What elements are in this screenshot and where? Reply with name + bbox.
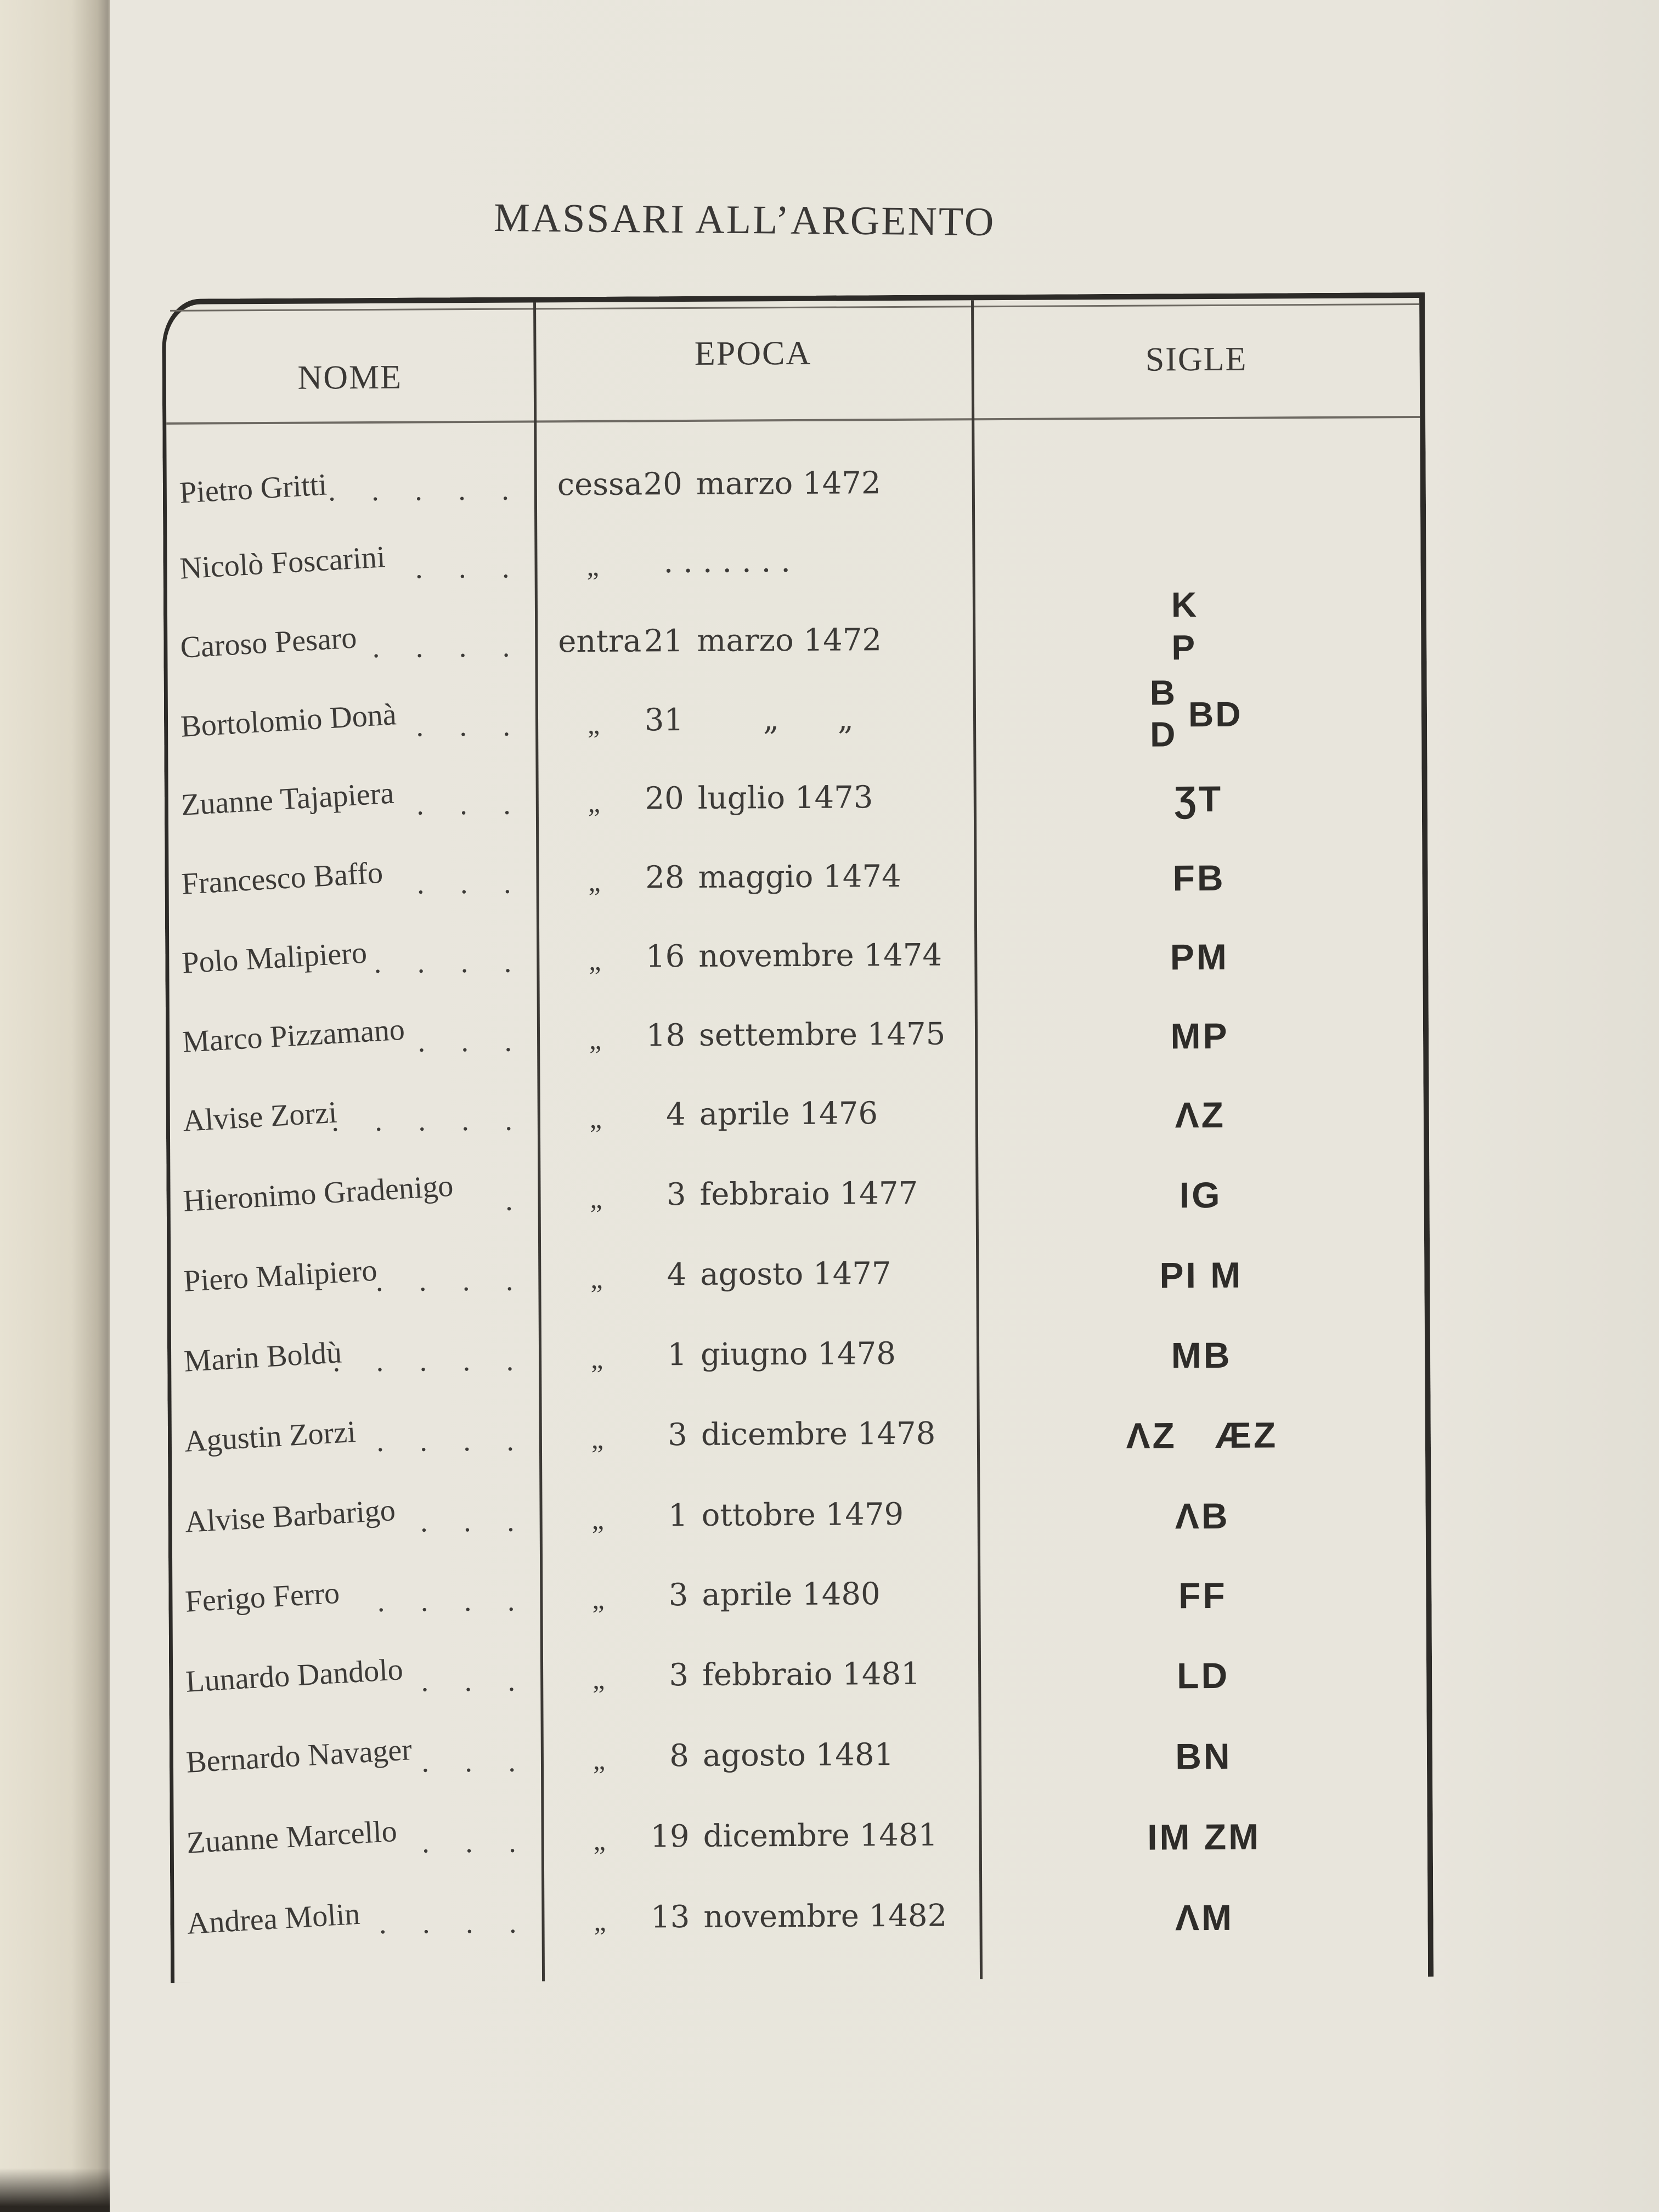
row-day: 8 <box>669 1738 690 1774</box>
row-day: 19 <box>650 1819 690 1855</box>
row-name: Hieronimo Gradenigo <box>182 1169 454 1218</box>
sigle-d: D <box>1149 714 1176 754</box>
row-day: 3 <box>668 1577 689 1613</box>
row-sigle: BN <box>1175 1735 1232 1777</box>
row-sigle: ΛM <box>1175 1897 1234 1938</box>
row-leader-dots: . . . . <box>375 1263 528 1297</box>
row-sigle: MP <box>1170 1015 1229 1057</box>
row-leader-dots: . . . <box>416 709 525 743</box>
row-date: aprile 1476 <box>699 1096 878 1132</box>
row-day: 20 <box>645 781 684 817</box>
row-date: maggio 1474 <box>698 858 901 895</box>
row-leader-dots: . . . . . <box>331 1103 527 1138</box>
sigle-k: K <box>1171 585 1197 625</box>
row-sigle-b: ÆZ <box>1215 1414 1278 1455</box>
row-name: Zuanne Marcello <box>185 1814 398 1860</box>
row-day: 3 <box>666 1177 686 1213</box>
table-row <box>168 856 1423 939</box>
row-ditto: „ <box>589 1024 602 1055</box>
stacked-sigle <box>1149 583 1392 804</box>
row-name: Alvise Zorzi <box>182 1095 338 1138</box>
row-sigle: ƷT <box>1174 778 1223 820</box>
row-date: giugno 1478 <box>700 1336 896 1373</box>
row-leader-dots: . . . <box>420 1504 529 1538</box>
row-action: entra <box>558 623 642 660</box>
table-row <box>170 1014 1424 1097</box>
row-ditto: „ <box>592 1663 605 1695</box>
row-sigle: FB <box>1172 857 1226 899</box>
row-name: Bernardo Navager <box>185 1733 413 1780</box>
row-leader-dots: . . . <box>415 551 524 585</box>
row-date: novembre 1474 <box>698 937 943 974</box>
row-leader-dots: . . . . <box>372 630 524 664</box>
row-name: Marco Pizzamano <box>181 1012 406 1059</box>
row-date: . . . . . . . <box>663 544 791 580</box>
row-name: Caroso Pesaro <box>179 620 358 665</box>
table-row <box>171 1333 1425 1417</box>
row-day: 16 <box>645 939 685 975</box>
row-day: 31 <box>644 702 684 738</box>
massari-table <box>162 292 1434 1983</box>
row-date: agosto 1481 <box>702 1737 894 1774</box>
table-row <box>170 1169 1424 1256</box>
row-ditto: „ <box>591 1423 604 1454</box>
row-day: 18 <box>646 1018 686 1054</box>
row-sigle: MB <box>1171 1334 1232 1376</box>
row-date: luglio 1473 <box>697 780 873 816</box>
row-day: 3 <box>669 1657 689 1694</box>
page-corner-shadow <box>0 2168 110 2212</box>
row-leader-dots: . . . . <box>376 1424 529 1458</box>
row-sigle: ΛZ <box>1175 1094 1226 1136</box>
table-row <box>173 1654 1427 1737</box>
row-date: marzo 1472 <box>696 465 881 502</box>
row-ditto: „ <box>588 787 601 818</box>
row-leader-dots: . . . . . <box>328 473 523 507</box>
header-rule <box>166 416 1420 425</box>
row-sigle: LD <box>1176 1655 1230 1696</box>
header-epoca: EPOCA <box>694 334 812 373</box>
row-name: Lunardo Dandolo <box>184 1652 404 1699</box>
row-ditto: „ <box>590 1343 603 1374</box>
row-date: dicembre 1481 <box>703 1817 938 1854</box>
header-sigle: SIGLE <box>1145 340 1248 379</box>
row-leader-dots: . . . <box>416 787 525 821</box>
row-ditto: „ <box>589 1103 602 1134</box>
row-ditto: „ <box>590 1183 602 1214</box>
table-row <box>174 1815 1428 1898</box>
row-date: febbraio 1481 <box>702 1656 921 1693</box>
row-ditto: „ <box>593 1825 606 1856</box>
sigle-b: B <box>1149 673 1176 713</box>
table-row <box>173 1734 1427 1818</box>
row-leader-dots: . . . <box>417 1024 527 1058</box>
row-day: 1 <box>668 1498 688 1534</box>
row-leader-dots: . . . . <box>374 945 526 979</box>
page-title: MASSARI ALL’ARGENTO <box>493 195 996 245</box>
row-name: Marin Boldù <box>183 1335 343 1379</box>
row-day: 4 <box>665 1097 686 1133</box>
table-row <box>171 1253 1425 1336</box>
row-leader-dots: . . . . . <box>332 1344 528 1378</box>
row-date: settembre 1475 <box>698 1016 946 1053</box>
row-day: 3 <box>668 1417 688 1453</box>
row-day: 4 <box>667 1257 687 1293</box>
row-leader-dots: . . . <box>416 866 526 900</box>
row-name: Agustin Zorzi <box>183 1414 357 1459</box>
row-date: febbraio 1477 <box>699 1175 918 1212</box>
row-sigle: PI M <box>1159 1254 1243 1296</box>
row-sigle: FF <box>1178 1575 1227 1616</box>
row-name: Polo Malipiero <box>180 935 368 980</box>
row-leader-dots: . . . <box>422 1825 531 1859</box>
row-ditto: „ <box>588 866 601 897</box>
row-day: 1 <box>667 1337 687 1373</box>
row-day: 20 <box>643 466 682 503</box>
row-name: Ferigo Ferro <box>184 1576 341 1619</box>
row-name: Francesco Baffo <box>180 855 384 901</box>
row-date: novembre 1482 <box>703 1898 947 1935</box>
row-ditto: „ <box>587 708 600 740</box>
table-row <box>167 462 1421 546</box>
row-leader-dots: . <box>505 1183 527 1217</box>
table-row <box>170 1093 1424 1176</box>
row-day: 13 <box>651 1899 690 1936</box>
row-ditto: „ <box>590 1263 603 1294</box>
row-sigle: ΛB <box>1175 1495 1230 1537</box>
row-name: Bortolomio Donà <box>179 697 398 744</box>
row-day: 28 <box>645 860 685 896</box>
row-name: Pietro Gritti <box>178 467 328 510</box>
table-row <box>172 1413 1426 1497</box>
row-name: Nicolò Foscarini <box>179 540 386 586</box>
row-name: Zuanne Tajapiera <box>180 776 395 822</box>
row-day: 21 <box>644 623 684 659</box>
table-row <box>172 1573 1426 1657</box>
header-nome: NOME <box>297 358 403 397</box>
row-sigle-pair <box>977 1413 1427 1457</box>
row-ditto: „ <box>586 550 599 582</box>
row-date: dicembre 1478 <box>701 1415 936 1453</box>
table-row <box>174 1895 1428 1979</box>
row-name: Alvise Barbarigo <box>184 1493 397 1539</box>
row-date: ottobre 1479 <box>701 1496 904 1533</box>
table-row <box>168 777 1423 860</box>
row-sigle-a: ΛZ <box>1126 1415 1177 1456</box>
row-sigle: IM ZM <box>1147 1816 1261 1858</box>
row-sigle: IG <box>1179 1174 1222 1216</box>
row-leader-dots: . . . . <box>377 1584 529 1618</box>
row-date: „ „ <box>763 701 854 738</box>
table-top-rule <box>170 303 1419 312</box>
row-leader-dots: . . . <box>421 1745 531 1779</box>
row-leader-dots: . . . <box>421 1664 530 1698</box>
table-row <box>169 935 1423 1018</box>
row-ditto: „ <box>589 945 601 976</box>
table-row <box>172 1494 1426 1577</box>
row-ditto: „ <box>592 1583 605 1615</box>
row-date: aprile 1480 <box>702 1576 881 1613</box>
row-name: Andrea Molin <box>186 1897 361 1941</box>
row-name: Piero Malipiero <box>182 1253 378 1299</box>
row-action: cessa <box>557 466 643 503</box>
row-date: marzo 1472 <box>697 622 882 659</box>
row-ditto: „ <box>592 1744 606 1775</box>
row-date: agosto 1477 <box>700 1256 891 1293</box>
row-sigle: PM <box>1170 936 1229 978</box>
book-binding <box>0 0 110 2212</box>
sigle-bd: BD <box>1188 694 1243 735</box>
sigle-p: P <box>1171 628 1195 668</box>
row-ditto: „ <box>591 1504 605 1535</box>
row-leader-dots: . . . . <box>379 1906 531 1940</box>
row-ditto: „ <box>594 1905 606 1937</box>
